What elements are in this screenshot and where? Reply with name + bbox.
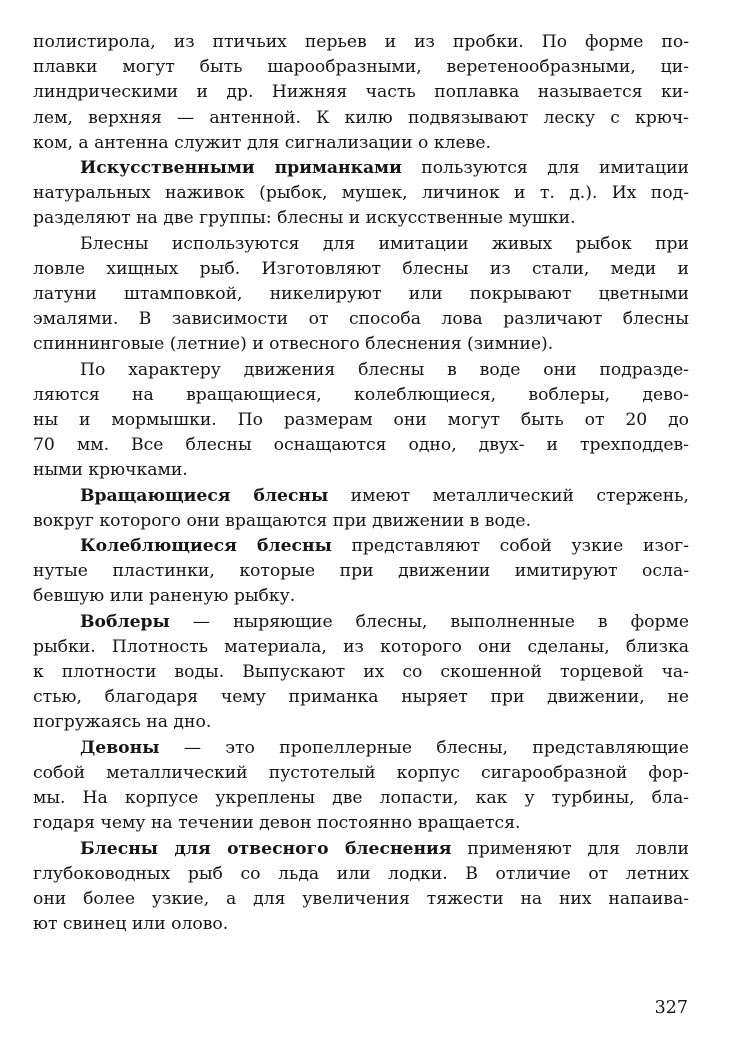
- text-line: глубоководных рыб со льда или лодки. В отличие от летних: [33, 863, 689, 884]
- paragraph: [33, 30, 689, 156]
- text-line: полистирола, из птичьих перьев и из пробки. По форме по-: [33, 32, 689, 52]
- line-text: — ныряющие блесны, выполненные в форме: [169, 611, 689, 632]
- page-number: 327: [654, 998, 688, 1018]
- text-line: спиннинговые (летние) и отвесного блеснения (зимние).: [33, 334, 554, 355]
- text-line: лем, верхняя — антенной. К килю подвязывают леску с крюч-: [33, 107, 689, 128]
- text-line: [33, 610, 689, 635]
- text-line: 70 мм. Все блесны оснащаются одно, двух- и трехподдев-: [33, 435, 689, 456]
- paragraph: [33, 837, 689, 938]
- bold-term: Вращающиеся блесны: [80, 485, 329, 506]
- text-line: они более узкие, а для увеличения тяжести на них напаива-: [33, 888, 689, 909]
- text-line: [33, 736, 689, 761]
- text-line: Блесны используются для имитации живых рыбок при: [80, 233, 689, 254]
- text-line: линдрическими и др. Нижняя часть поплавка называется ки-: [33, 82, 689, 103]
- text-line: ными крючками.: [33, 460, 188, 481]
- text-line: рыбки. Плотность материала, из которого они сделаны, близка: [33, 636, 689, 657]
- text-line: мы. На корпусе укреплены две лопасти, как у турбины, бла-: [33, 788, 689, 809]
- text-line: натуральных наживок (рыбок, мушек, личинок и т. д.). Их под-: [33, 183, 689, 204]
- line-text: представляют собой узкие изог-: [331, 536, 689, 557]
- text-line: собой металлический пустотелый корпус сигарообразной фор-: [33, 762, 689, 783]
- text-line: нутые пластинки, которые при движении имитируют осла-: [33, 561, 689, 582]
- text-line: ют свинец или олово.: [33, 914, 229, 935]
- paragraph: [33, 484, 689, 534]
- text-line: погружаясь на дно.: [33, 712, 212, 733]
- bold-term: Колеблющиеся блесны: [80, 536, 332, 557]
- text-line: [33, 484, 689, 509]
- bold-term: Искусственными приманками: [80, 158, 402, 179]
- bold-term: Блесны для отвесного блеснения: [80, 838, 452, 859]
- line-text: применяют для ловли: [451, 838, 690, 859]
- bold-term: Девоны: [80, 737, 160, 758]
- text-line: [33, 534, 689, 559]
- text-line: латуни штамповкой, никелируют или покрывают цветными: [33, 284, 689, 305]
- text-line: ляются на вращающиеся, колеблющиеся, воблеры, дево-: [33, 384, 689, 405]
- text-line: вокруг которого они вращаются при движении в воде.: [33, 510, 532, 531]
- paragraph: [33, 736, 689, 837]
- text-line: ны и мормышки. По размерам они могут быть от 20 до: [33, 410, 689, 431]
- paragraph: [33, 232, 689, 358]
- text-line: плавки могут быть шарообразными, веретенообразными, ци-: [33, 57, 689, 78]
- text-line: разделяют на две группы: блесны и искусственные мушки.: [33, 208, 576, 229]
- text-line: ком, а антенна служит для сигнализации о клеве.: [33, 132, 491, 153]
- bold-term: Воблеры: [80, 611, 170, 632]
- text-line: бевшую или раненую рыбку.: [33, 586, 296, 607]
- text-line: ловле хищных рыб. Изготовляют блесны из стали, меди и: [33, 258, 689, 279]
- text-line: По характеру движения блесны в воде они подразде-: [80, 359, 689, 380]
- paragraph: [33, 156, 689, 232]
- paragraph: [33, 534, 689, 610]
- text-line: годаря чему на течении девон постоянно вращается.: [33, 813, 521, 834]
- page-body: [33, 30, 689, 937]
- text-line: к плотности воды. Выпускают их со скошенной торцевой ча-: [33, 662, 689, 683]
- paragraph: [33, 610, 689, 736]
- text-line: [33, 837, 689, 862]
- paragraph: [33, 358, 689, 484]
- text-line: эмалями. В зависимости от способа лова различают блесны: [33, 309, 689, 330]
- text-line: [33, 156, 689, 181]
- line-text: имеют металлический стержень,: [328, 485, 689, 506]
- line-text: пользуются для имитации: [401, 158, 689, 179]
- line-text: — это пропеллерные блесны, представляющие: [159, 737, 689, 758]
- text-line: стью, благодаря чему приманка ныряет при движении, не: [33, 687, 689, 708]
